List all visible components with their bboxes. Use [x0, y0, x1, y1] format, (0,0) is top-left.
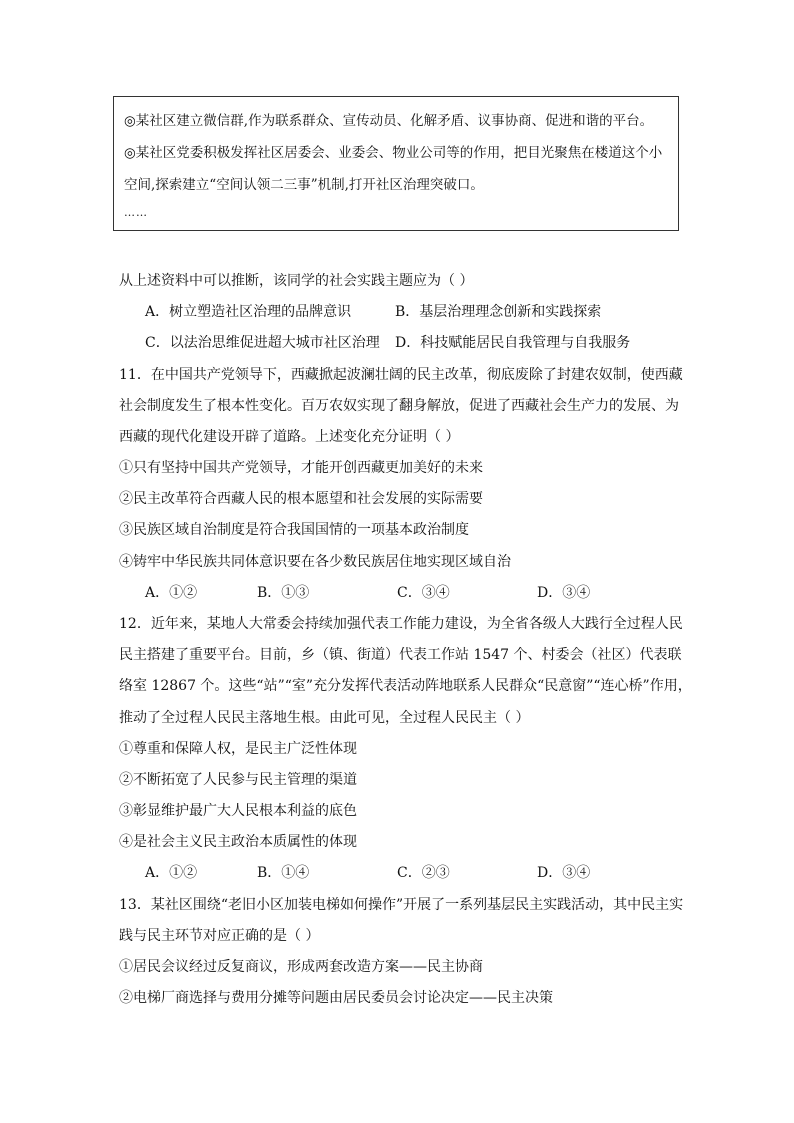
q10-option-b[interactable]: B．基层治理理念创新和实践探索: [395, 304, 602, 320]
q12-stem-line: 12．近年来，某地人大常委会持续加强代表工作能力建设，为全省各级人大践行全过程人民: [119, 616, 683, 632]
q11-option-c[interactable]: C．③④: [397, 585, 450, 601]
q12-statement: ①尊重和保障人权，是民主广泛性体现: [119, 741, 357, 757]
q12-stem-line: 推动了全过程人民民主落地生根。由此可见，全过程人民民主（ ）: [119, 710, 530, 726]
q10-options-row1: [145, 302, 601, 322]
material-line: 空间,探索建立“空间认领二三事”机制,打开社区治理突破口。: [124, 177, 484, 193]
material-line: ◎某社区建立微信群,作为联系群众、宣传动员、化解矛盾、议事协商、促进和谐的平台。: [124, 113, 654, 129]
q13-stem-line: 践与民主环节对应正确的是（ ）: [119, 928, 320, 944]
material-box: [113, 96, 679, 231]
q10-stem: 从上述资料中可以推断，该同学的社会实践主题应为（ ）: [119, 273, 474, 289]
q11-statement: ④铸牢中华民族共同体意识要在各少数民族居住地实现区域自治: [119, 554, 511, 570]
q11-option-b[interactable]: B．①③: [257, 585, 310, 601]
q12-option-a[interactable]: A．①②: [145, 865, 198, 881]
q13-statement: ①居民会议经过反复商议，形成两套改造方案——民主协商: [119, 959, 483, 975]
q10-option-a[interactable]: A．树立塑造社区治理的品牌意识: [145, 304, 352, 320]
q12-statement: ④是社会主义民主政治本质属性的体现: [119, 834, 357, 850]
q11-stem-line: 社会制度发生了根本性变化。百万农奴实现了翻身解放，促进了西藏社会生产力的发展、为: [119, 398, 679, 414]
material-line: ◎某社区党委积极发挥社区居委会、业委会、物业公司等的作用，把目光聚焦在楼道这个小: [124, 145, 663, 161]
q11-option-d[interactable]: D．③④: [537, 585, 591, 601]
q12-statement: ③彰显维护最广大人民根本利益的底色: [119, 803, 357, 819]
q11-stem-line: 西藏的现代化建设开辟了道路。上述变化充分证明（ ）: [119, 429, 460, 445]
q11-options: [145, 583, 590, 603]
q11-statement: ③民族区域自治制度是符合我国国情的一项基本政治制度: [119, 522, 469, 538]
q13-stem-line: 13．某社区围绕“老旧小区加装电梯如何操作”开展了一系列基层民主实践活动，其中民主实: [119, 897, 684, 913]
q12-option-c[interactable]: C．②③: [397, 865, 450, 881]
q13-statement: ②电梯厂商选择与费用分摊等问题由居民委员会讨论决定——民主决策: [119, 990, 553, 1006]
q10-options-row2: [145, 333, 630, 353]
q11-option-a[interactable]: A．①②: [145, 585, 198, 601]
q11-statement: ②民主改革符合西藏人民的根本愿望和社会发展的实际需要: [119, 491, 483, 507]
q10-option-d[interactable]: D．科技赋能居民自我管理与自我服务: [395, 335, 631, 351]
q10-option-c[interactable]: C．以法治思维促进超大城市社区治理: [145, 335, 380, 351]
q12-stem-line: 络室 12867 个。这些“站”“室”充分发挥代表活动阵地联系人民群众“民意窗”“连心桥”作用，: [119, 678, 692, 694]
q12-option-d[interactable]: D．③④: [537, 865, 591, 881]
material-ellipsis: ……: [124, 206, 148, 219]
q12-options: [145, 863, 590, 883]
q12-stem-line: 民主搭建了重要平台。目前，乡（镇、街道）代表工作站 1547 个、村委会（社区）代表联: [119, 647, 682, 663]
q11-stem-line: 11．在中国共产党领导下，西藏掀起波澜壮阔的民主改革，彻底废除了封建农奴制，使西藏: [119, 367, 683, 383]
q12-statement: ②不断拓宽了人民参与民主管理的渠道: [119, 772, 357, 788]
q11-statement: ①只有坚持中国共产党领导，才能开创西藏更加美好的未来: [119, 460, 483, 476]
q12-option-b[interactable]: B．①④: [257, 865, 310, 881]
